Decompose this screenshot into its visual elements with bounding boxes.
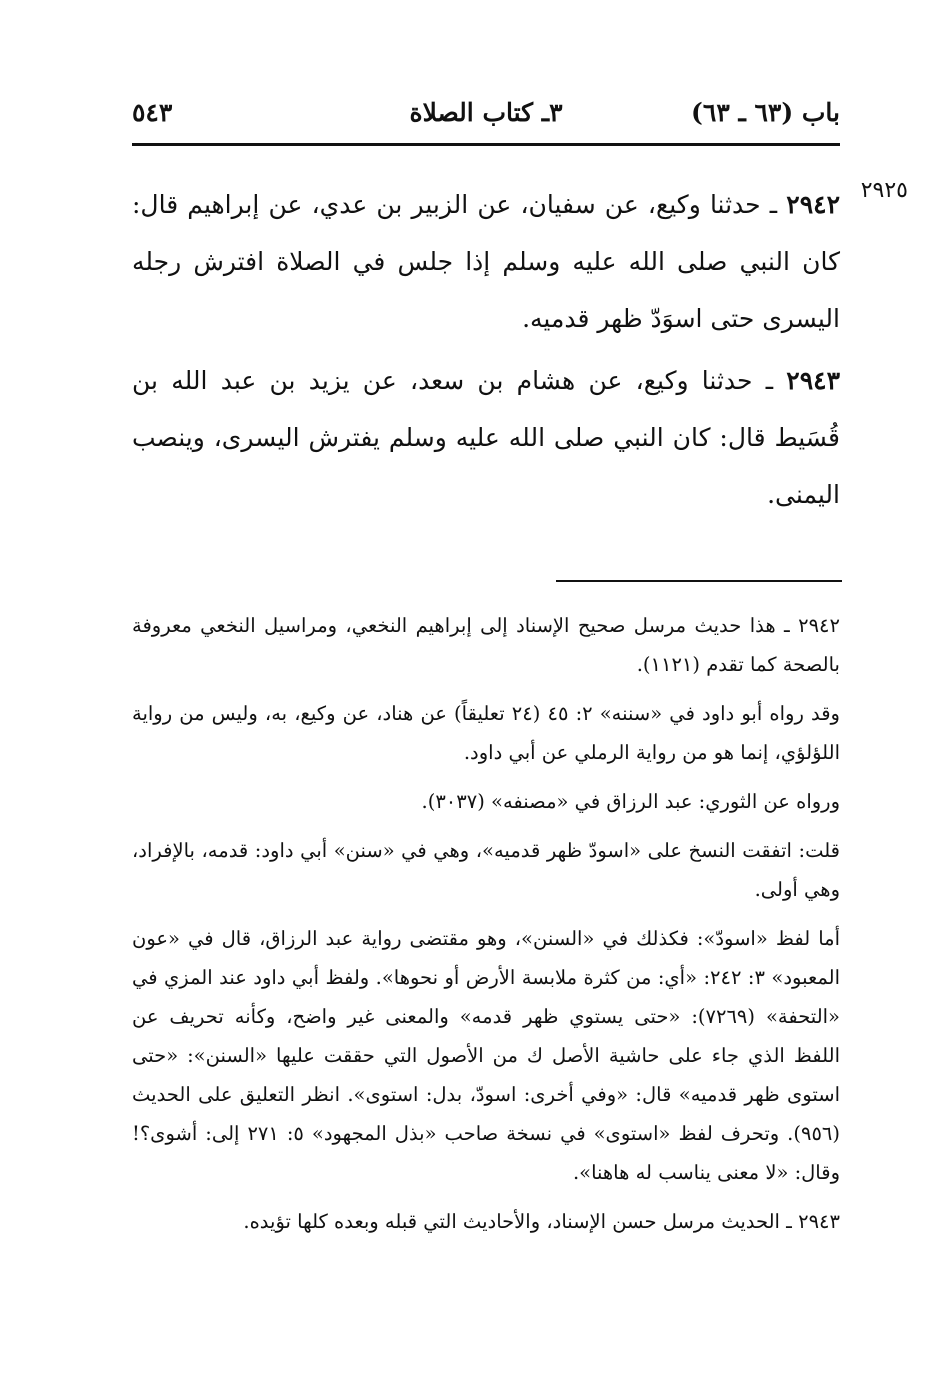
hadith-number: ٢٩٤٢ xyxy=(786,190,840,219)
margin-number: ٢٩٢٥ xyxy=(860,178,908,203)
footnotes xyxy=(132,606,840,1251)
running-header xyxy=(132,96,840,136)
footnote-paragraph: ٢٩٤٣ ـ الحديث مرسل حسن الإسناد، والأحاديث التي قبله وبعده كلها تؤيده. xyxy=(243,1210,840,1233)
book-title: ٣ـ كتاب الصلاة xyxy=(409,98,563,127)
page-number: ٥٤٣ xyxy=(132,98,173,127)
footnote-paragraph: ورواه عن الثوري: عبد الرزاق في «مصنفه» (٣٠٣٧). xyxy=(421,790,840,813)
footnote-paragraph: أما لفظ «اسودّ»: فكذلك في «السنن»، وهو مقتضى رواية عبد الرزاق، قال في «عون المعبود» ٣: ٢٤٢: «أي: من كثرة ملابسة الأرض أو نحوها». ولفظ أبي داود عند المزي في «التحفة» (٧٢٦٩): «حتى يستوي ظهر قدمه» والمعنى غير واضح، وكأنه تحريف عن اللفظ الذي جاء على حاشية الأصل ك من الأصول التي حققت عليها «السنن»: «حتى استوى ظهر قدميه» قال: «وفي أخرى: اسودّ، بدل: استوى». انظر التعليق على الحديث (٩٥٦). وتحرف لفظ «استوى» في نسخة صاحب «بذل المجهود» ٥: ٢٧١ إلى: أشوى؟! وقال: «لا معنى يناسب له هاهنا». xyxy=(132,927,840,1184)
header-rule xyxy=(132,143,840,146)
hadith-text: ـ حدثنا وكيع، عن سفيان، عن الزبير بن عدي، عن إبراهيم قال: كان النبي صلى الله عليه وسلم إذا جلس في الصلاة افترش رجله اليسرى حتى اسوَدّ ظهر قدميه. xyxy=(132,190,840,333)
footnote-paragraph: وقد رواه أبو داود في «سننه» ٢: ٤٥ (٢٤ تعليقاً) عن هناد، عن وكيع، به، وليس من رواية اللؤلؤي، إنما هو من رواية الرملي عن أبي داود. xyxy=(132,702,840,764)
chapter-range: باب (٦٣ ـ ٦٣) xyxy=(691,98,840,127)
footnote-paragraph: قلت: اتفقت النسخ على «اسودّ ظهر قدميه»، وهي في «سنن» أبي داود: قدمه، بالإفراد، وهي أولى. xyxy=(132,839,840,901)
hadith-2943 xyxy=(132,352,840,523)
hadith-number: ٢٩٤٣ xyxy=(786,366,840,395)
hadith-text: ـ حدثنا وكيع، عن هشام بن سعد، عن يزيد بن عبد الله بن قُسَيط قال: كان النبي صلى الله عليه وسلم يفترش اليسرى، وينصب اليمنى. xyxy=(132,366,840,509)
footnote-rule xyxy=(556,580,842,582)
footnote-paragraph: ٢٩٤٢ ـ هذا حديث مرسل صحيح الإسناد إلى إبراهيم النخعي، ومراسيل النخعي معروفة بالصحة كما تقدم (١١٢١). xyxy=(132,614,840,676)
hadith-2942 xyxy=(132,176,840,347)
